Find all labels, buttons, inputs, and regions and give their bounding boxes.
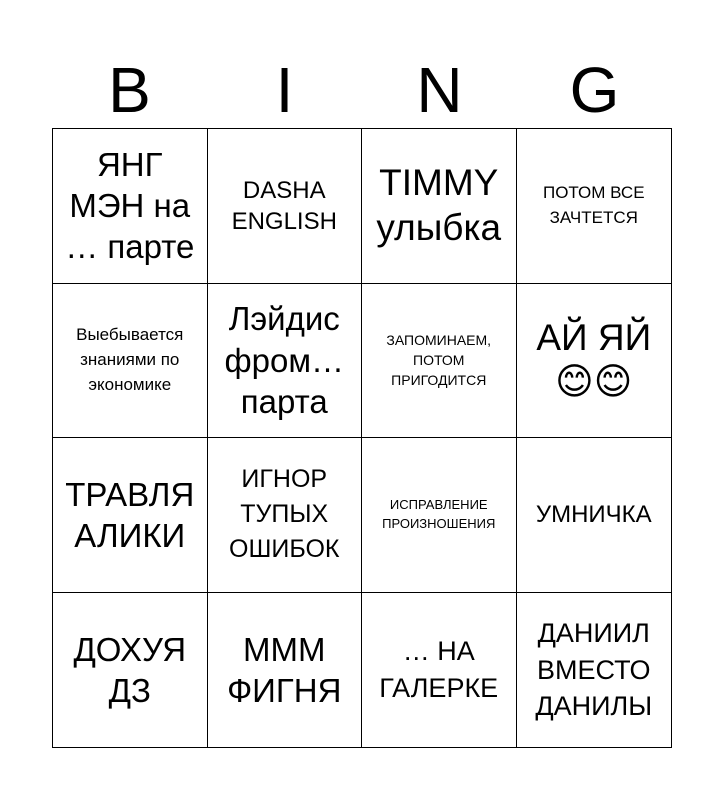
bingo-cell[interactable] (362, 438, 517, 593)
bingo-cell[interactable] (53, 129, 208, 284)
bingo-cell[interactable] (208, 129, 363, 284)
bingo-grid (52, 128, 672, 748)
cell-text: Лэйдис фром… парта (224, 300, 345, 420)
bingo-cell[interactable] (53, 438, 208, 593)
bingo-cell[interactable] (517, 438, 672, 593)
bingo-cell[interactable] (517, 593, 672, 748)
bingo-header (52, 40, 672, 140)
bingo-cell[interactable] (208, 593, 363, 748)
cell-text: АЙ ЯЙ 😊😊 (536, 316, 652, 403)
cell-text: ДАНИИЛ ВМЕСТО ДАНИЛЫ (535, 618, 653, 721)
bingo-cell[interactable] (362, 284, 517, 439)
cell-text: ПОТОМ ВСЕ ЗАЧТЕТСЯ (542, 183, 645, 227)
bingo-cell[interactable] (517, 284, 672, 439)
cell-text: МММ ФИГНЯ (227, 630, 342, 709)
cell-text: ЯНГ МЭН на … парте (65, 145, 195, 266)
header-letter-b: B (108, 54, 151, 126)
cell-text: ТРАВЛЯ АЛИКИ (65, 475, 195, 554)
bingo-cell[interactable] (517, 129, 672, 284)
bingo-cell[interactable] (362, 593, 517, 748)
cell-text: TIMMY улыбка (376, 162, 502, 248)
bingo-cell[interactable] (53, 593, 208, 748)
bingo-cell[interactable] (53, 284, 208, 439)
bingo-cell[interactable] (208, 284, 363, 439)
cell-text: ИГНОР ТУПЫХ ОШИБОК (229, 465, 340, 564)
bingo-cell[interactable] (362, 129, 517, 284)
cell-text: … НА ГАЛЕРКЕ (379, 636, 499, 703)
header-letter-n: N (416, 54, 463, 126)
header-letter-g: G (569, 54, 620, 126)
cell-text: ИСПРАВЛЕНИЕ ПРОИЗНОШЕНИЯ (382, 496, 496, 531)
cell-text: УМНИЧКА (535, 501, 652, 529)
bingo-cell[interactable] (208, 438, 363, 593)
cell-text: Выебывается знаниями по экономике (76, 325, 184, 394)
cell-text: DASHA ENGLISH (231, 176, 337, 235)
cell-text: ЗАПОМИНАЕМ, ПОТОМ ПРИГОДИТСЯ (386, 331, 492, 389)
header-letter-i: I (275, 54, 294, 126)
cell-text: ДОХУЯ ДЗ (73, 630, 187, 709)
